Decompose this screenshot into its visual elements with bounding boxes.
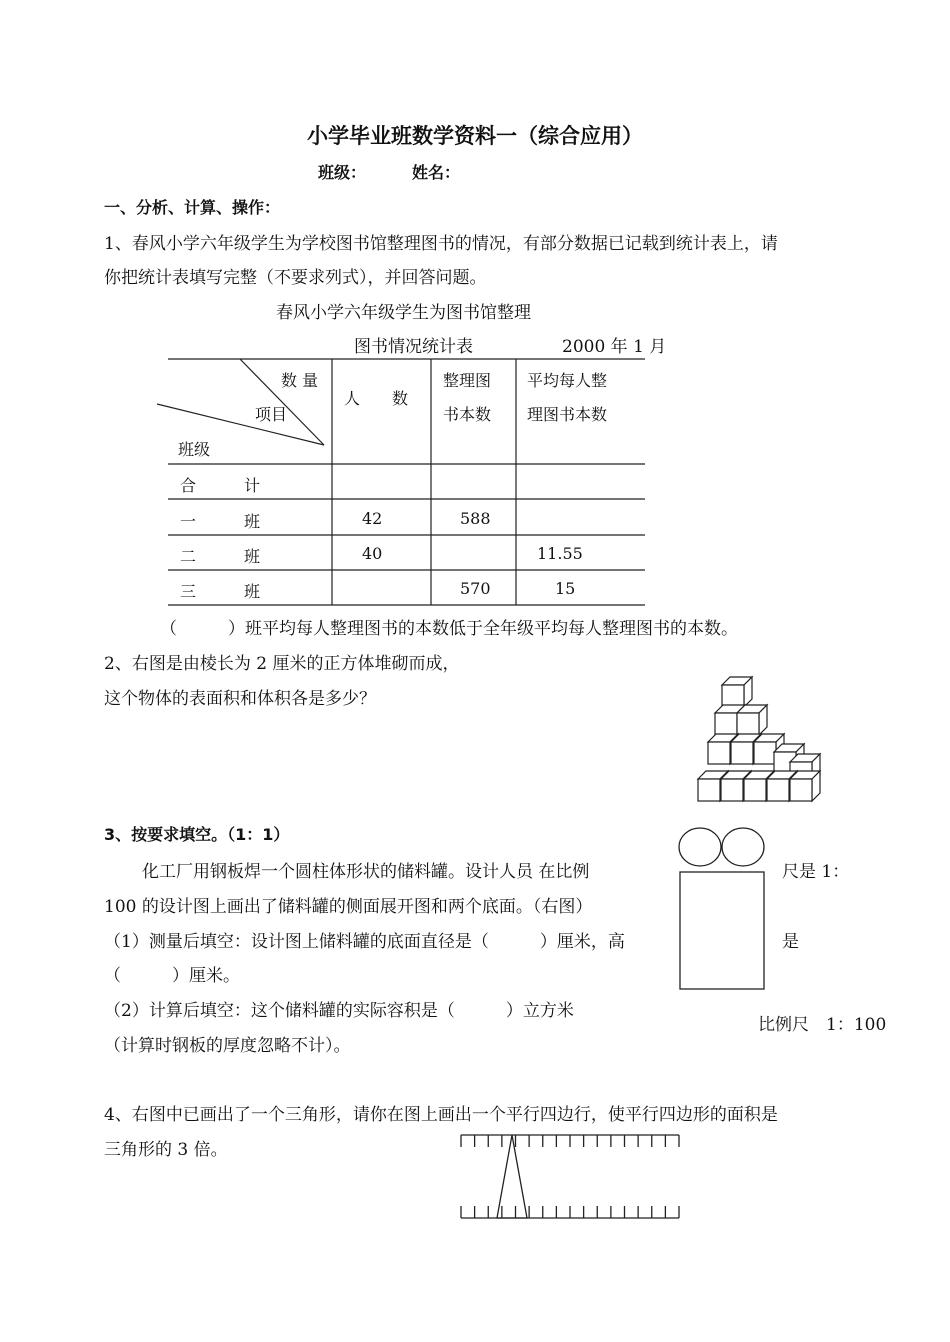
class-label: 班级： <box>318 163 367 182</box>
q2-text-line1: 2、右图是由棱长为 2 厘米的正方体堆砌而成， <box>104 654 460 674</box>
q4-text-line1: 4、右图中已画出了一个三角形，请你在图上画出一个平行四边行，使平行四边形的面积是 <box>104 1105 778 1125</box>
header-books-b: 书本数 <box>443 405 492 424</box>
q2-text-line2: 这个物体的表面积和体积各是多少？ <box>104 689 376 709</box>
q3-text-line3: （1）测量后填空：设计图上储料罐的底面直径是（ ）厘米，高 <box>104 932 625 952</box>
header-avg-a: 平均每人整 <box>527 371 608 390</box>
triangle <box>497 1135 527 1218</box>
name-label: 姓名： <box>412 163 461 182</box>
row-class2-label: 二 班 <box>180 547 261 566</box>
header-people: 人 数 <box>344 389 409 408</box>
q3-text-line1-right: 尺是 1： <box>782 862 850 882</box>
q3-text-line6: （计算时钢板的厚度忽略不计）。 <box>104 1036 351 1056</box>
q3-text-line1: 化工厂用钢板焊一个圆柱体形状的储料罐。设计人员 在比例 <box>142 862 590 882</box>
q3-text-line4: （ ）厘米。 <box>104 966 240 986</box>
table-title: 春风小学六年级学生为图书馆整理 <box>276 303 531 323</box>
q3-heading: 3、按要求填空。（1：1） <box>104 825 290 844</box>
row-class3-avg: 15 <box>555 579 576 598</box>
row-class1-people: 42 <box>362 509 383 528</box>
header-quantity: 数 量 <box>281 371 319 390</box>
table-subtitle: 图书情况统计表 <box>354 337 473 357</box>
header-item: 项目 <box>255 405 288 424</box>
row-class2-avg: 11.55 <box>537 544 583 563</box>
row-class1-books: 588 <box>460 509 491 528</box>
header-books-a: 整理图 <box>443 371 492 390</box>
header-class: 班级 <box>178 440 211 459</box>
q1-text-line1: 1、春风小学六年级学生为学校图书馆整理图书的情况，有部分数据已记载到统计表上，请 <box>104 234 778 254</box>
section-heading: 一、分析、计算、操作： <box>104 198 281 217</box>
q1-text-line2: 你把统计表填写完整（不要求列式），并回答问题。 <box>104 268 487 288</box>
row-class3-books: 570 <box>460 579 491 598</box>
q3-text-line3-right: 是 <box>782 932 799 952</box>
header-avg-b: 理图书本数 <box>527 405 608 424</box>
row-class3-label: 三 班 <box>180 582 261 601</box>
q3-text-line2: 100 的设计图上画出了储料罐的侧面展开图和两个底面。（右图） <box>104 897 593 917</box>
q1-answer-line: （ ）班平均每人整理图书的本数低于全年级平均每人整理图书的本数。 <box>160 619 738 639</box>
row-class1-label: 一 班 <box>180 512 261 531</box>
row-class2-people: 40 <box>362 544 383 563</box>
q3-text-line5: （2）计算后填空：这个储料罐的实际容积是（ ）立方米 <box>104 1001 574 1021</box>
q4-text-line2: 三角形的 3 倍。 <box>104 1140 228 1160</box>
page-title: 小学毕业班数学资料一（综合应用） <box>307 124 643 148</box>
scale-label: 比例尺 1：100 <box>758 1015 887 1035</box>
table-date: 2000 年 1 月 <box>562 337 667 357</box>
row-total-label: 合 计 <box>180 476 261 495</box>
